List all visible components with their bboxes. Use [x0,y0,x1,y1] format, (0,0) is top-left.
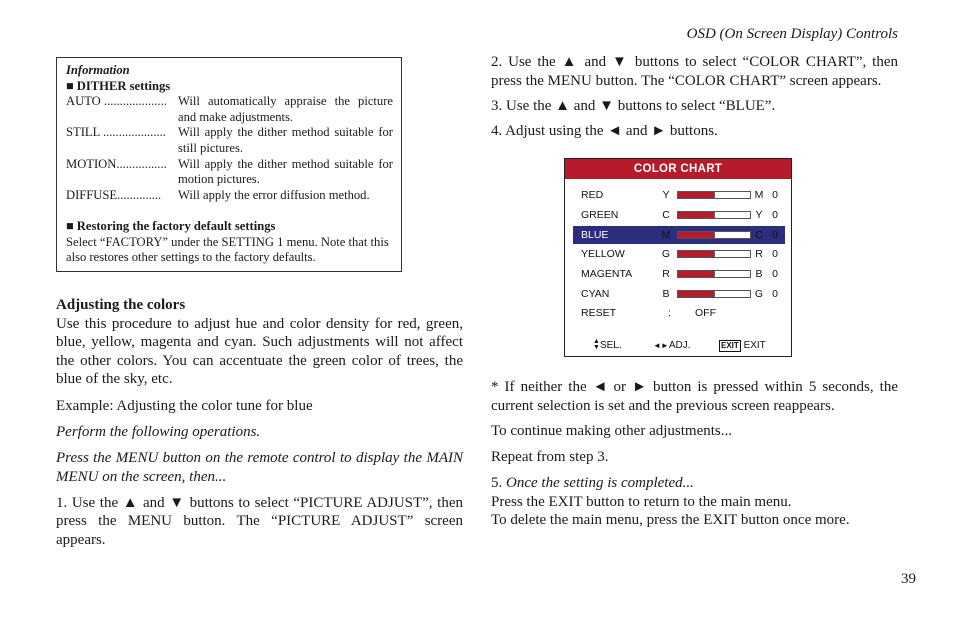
right-column-bottom [491,378,898,530]
osd-level-bar[interactable] [677,211,751,219]
dither-term: STILL .................... [66,125,166,140]
dither-desc: Will apply the dither method suitable for motion pictures. [178,156,393,187]
osd-bar-center-mark [714,291,715,297]
restore-text: Select “FACTORY” under the SETTING 1 menu. Note that this also restores other settings to the factory defaults. [66,234,389,265]
dither-term: MOTION................ [66,156,167,171]
intro-paragraph: Use this procedure to adjust hue and color density for red, green, blue, yellow, magenta and cyan. Such adjustments will not affect the other colors. You can accentuate the green color of trees, the blue of the sky, etc. [56,315,463,388]
osd-row-label: RED [581,189,604,201]
dither-desc: Will apply the error diffusion method. [178,187,370,202]
osd-title: COLOR CHART [565,159,791,179]
page-header: OSD (On Screen Display) Controls [686,26,898,42]
osd-level-bar[interactable] [677,290,751,298]
osd-bar-center-mark [714,271,715,277]
osd-right-letter: M [754,189,764,201]
osd-row-label: BLUE [581,228,609,241]
osd-row-value: 0 [772,248,778,261]
osd-level-fill [678,212,714,218]
osd-exit-hint [719,337,766,355]
repeat-text: Repeat from step 3. [491,449,609,466]
osd-right-letter: R [755,248,763,261]
exit-button-icon: EXIT [721,341,739,350]
osd-left-letter: Y [662,189,670,201]
osd-bar-center-mark [714,232,715,238]
color-chart-osd [564,158,792,357]
osd-row-blue[interactable] [573,226,785,244]
dither-item [66,125,393,156]
exit-instruction-2: To delete the main menu, press the EXIT button once more. [491,512,850,529]
osd-row-yellow[interactable] [573,245,785,263]
up-down-arrow-icon: ▲ ▼ [593,338,600,352]
osd-sel-label: SEL. [599,340,622,351]
osd-bar-center-mark [714,192,715,198]
osd-right-letter: C [755,228,763,241]
dither-term: AUTO .................... [66,94,167,109]
osd-row-cyan[interactable] [573,285,785,303]
osd-level-fill [678,192,714,198]
osd-row-label: GREEN [581,208,619,221]
osd-row-value: 0 [772,268,778,281]
osd-level-fill [678,251,714,257]
osd-left-letter: M [661,228,671,241]
osd-row-label: MAGENTA [581,268,633,281]
right-column-top [491,53,898,147]
osd-reset-value: OFF [695,307,716,319]
osd-adj-hint [653,337,691,355]
step-4: 4. Adjust using the ◄ and ► buttons. [491,123,718,139]
restore-heading: ■ Restoring the factory default settings [66,218,276,233]
osd-level-fill [678,232,714,238]
step-5-text: Once the setting is completed... [506,474,694,491]
osd-level-bar[interactable] [677,191,751,199]
osd-row-green[interactable] [573,206,785,224]
information-box [56,57,402,272]
osd-row-value: 0 [772,288,778,300]
osd-right-letter: B [755,268,763,281]
dither-item [66,94,393,125]
osd-row-reset[interactable] [573,304,785,322]
osd-left-letter: R [662,268,670,281]
continue-text: To continue making other adjustments... [491,423,732,440]
osd-exit-label: EXIT [743,340,766,351]
osd-colon: : [668,307,671,319]
osd-level-bar[interactable] [677,231,751,239]
osd-level-bar[interactable] [677,250,751,258]
osd-level-fill [678,271,714,277]
exit-instruction-1: Press the EXIT button to return to the main menu. [491,493,792,510]
osd-footer [565,337,791,355]
osd-left-letter: G [661,248,671,261]
osd-adj-label: ADJ. [668,340,691,351]
timeout-note: * If neither the ◄ or ► button is pressed within 5 seconds, the current selection is set and the previous screen reappears. [491,379,898,414]
left-right-arrow-icon: ◄► [653,341,669,350]
osd-row-value: 0 [772,189,778,201]
example-text: Example: Adjusting the color tune for blue [56,397,313,414]
dither-desc: Will apply the dither method suitable for still pictures. [178,125,393,155]
osd-bar-center-mark [714,212,715,218]
osd-left-letter: B [662,288,670,300]
step-5 [491,474,898,493]
press-menu-text: Press the MENU button on the remote control to display the MAIN MENU on the screen, then... [56,449,463,485]
osd-right-letter: Y [755,208,763,221]
osd-right-letter: G [754,288,764,300]
osd-level-fill [678,291,714,297]
osd-bar-center-mark [714,251,715,257]
dither-term: DIFFUSE.............. [66,187,162,202]
osd-row-value: 0 [772,228,778,241]
osd-row-value: 0 [772,208,778,221]
step-1: 1. Use the ▲ and ▼ buttons to select “PICTURE ADJUST”, then press the MENU button. The “PICTURE ADJUST” screen appears. [56,494,463,548]
osd-row-red[interactable] [573,186,785,204]
dither-heading: ■ DITHER settings [66,78,171,93]
dither-desc: Will automatically appraise the picture and make adjustments. [178,94,393,124]
osd-sel-hint [593,337,622,355]
dither-item [66,188,393,204]
perform-text: Perform the following operations. [56,423,261,440]
info-title: Information [66,63,130,77]
step-3: 3. Use the ▲ and ▼ buttons to select “BLUE”. [491,98,776,114]
osd-row-label: RESET [581,307,617,319]
osd-left-letter: C [662,208,670,221]
page-number: 39 [901,571,916,587]
osd-row-label: YELLOW [581,248,625,261]
left-column [56,296,463,557]
dither-item [66,157,393,188]
step-5-number: 5. [491,474,506,491]
osd-level-bar[interactable] [677,270,751,278]
section-heading: Adjusting the colors [56,297,186,313]
osd-row-magenta[interactable] [573,265,785,283]
step-2: 2. Use the ▲ and ▼ buttons to select “COLOR CHART”, then press the MENU button. The “COLOR CHART” screen appears. [491,54,898,89]
osd-row-label: CYAN [581,288,610,300]
